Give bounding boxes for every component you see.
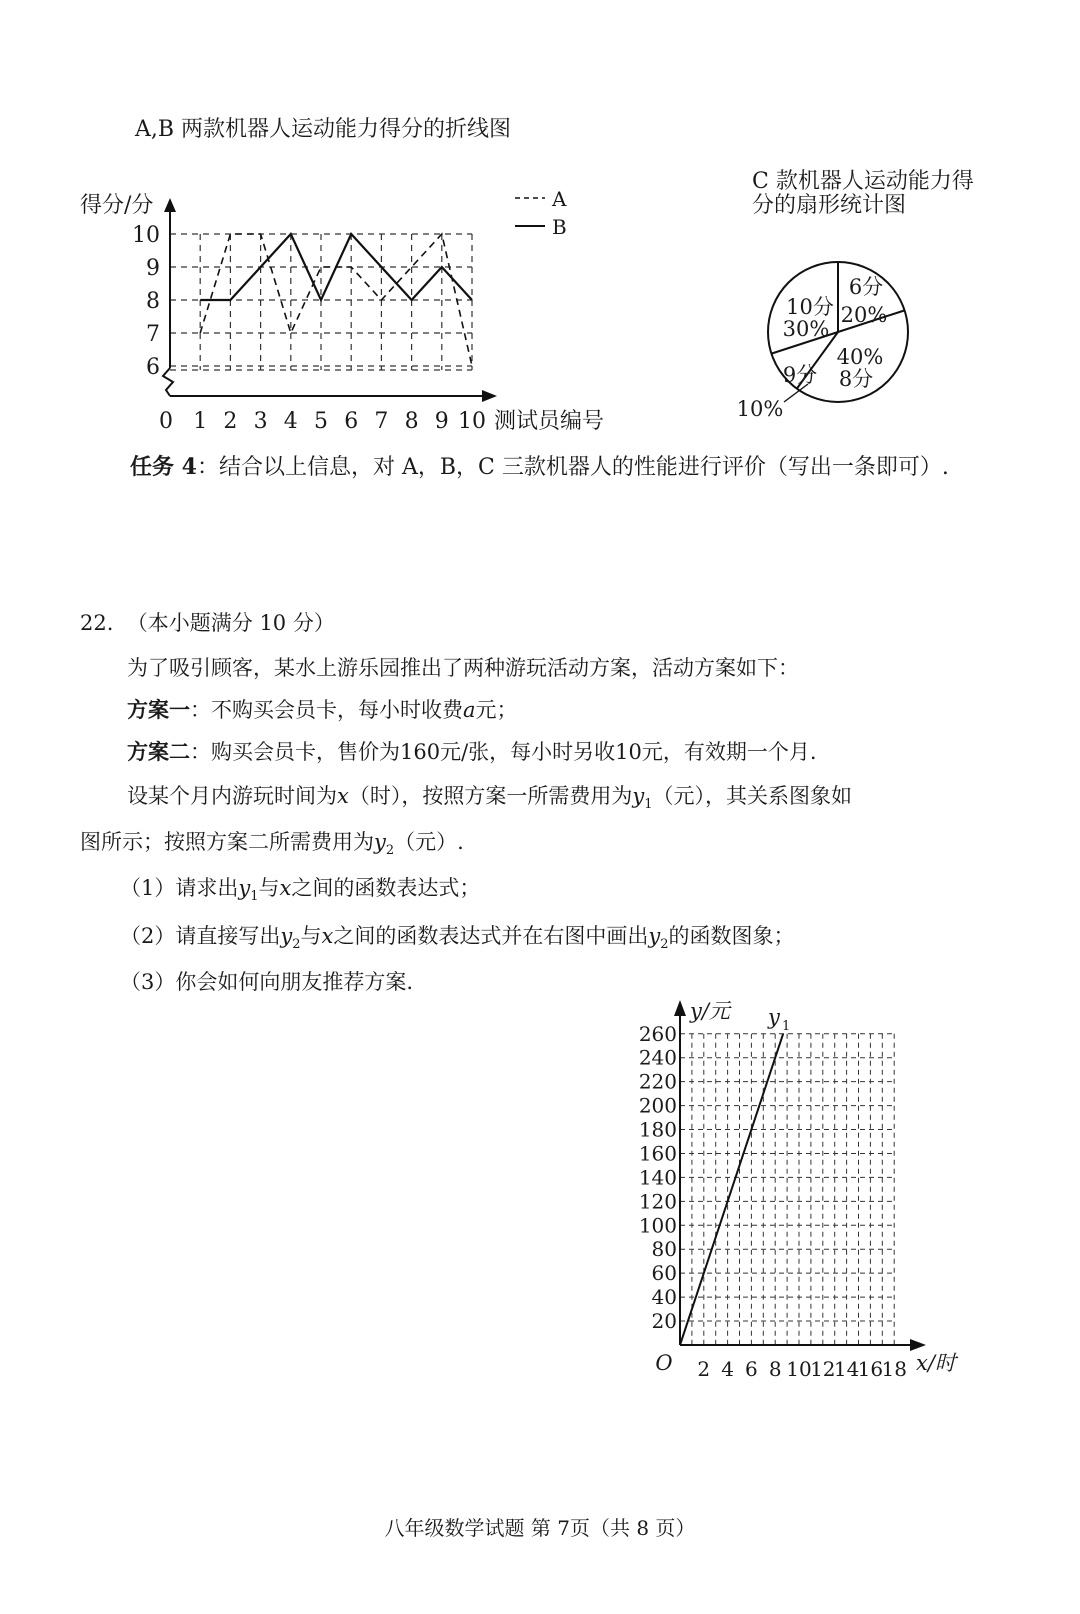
part1-var-x: x: [279, 876, 292, 900]
q22-number: 22.: [80, 611, 114, 635]
x-axis-label: 测试员编号: [494, 409, 605, 434]
x-axis-arrow: [910, 1339, 926, 1351]
x-tick-label: 9: [434, 409, 449, 434]
setup2-var-y: y: [374, 830, 386, 854]
pie-label-9: 9分: [782, 363, 818, 387]
pie-pct-9: 10%: [736, 397, 784, 421]
y-tick-label: 60: [651, 1261, 677, 1286]
y-tick-label: 200: [638, 1093, 677, 1118]
y-tick-label: 260: [638, 1021, 677, 1046]
pie-label-8: 8分: [838, 367, 874, 391]
y-tick-label: 6: [146, 355, 160, 380]
q22-part3: （3）你会如何向朋友推荐方案.: [120, 970, 414, 994]
series-label-sub: 1: [782, 1019, 791, 1034]
legend-b-label: B: [552, 215, 567, 239]
part1-sub: 1: [250, 889, 259, 905]
y-tick-label: 8: [146, 289, 160, 314]
y-axis-arrow: [674, 1000, 686, 1016]
x-tick-label: 4: [721, 1357, 734, 1381]
q22-intro: 为了吸引顾客，某水上游乐园推出了两种游玩活动方案，活动方案如下：: [127, 656, 799, 680]
part1-c: 之间的函数表达式；: [291, 876, 481, 900]
x-tick-label: 4: [283, 409, 298, 434]
y-tick-label: 7: [146, 322, 160, 347]
part2-c: 之间的函数表达式并在右图中画出: [333, 924, 649, 948]
part2-sub2: 2: [660, 937, 669, 953]
x-tick-label: 7: [374, 409, 389, 434]
x-tick-label: 8: [768, 1357, 782, 1381]
part2-sub: 2: [292, 937, 301, 953]
part2-a: （2）请直接写出: [120, 924, 281, 948]
y-tick-label: 140: [638, 1165, 677, 1190]
origin-label: O: [655, 1351, 673, 1375]
part2-var-x: x: [321, 924, 334, 948]
x-tick-label: 6: [745, 1357, 758, 1381]
plan2-text: ：购买会员卡，售价为160元/张，每小时另收10元，有效期一个月.: [190, 740, 817, 764]
task4-text: ：结合以上信息，对 A，B，C 三款机器人的性能进行评价（写出一条即可）.: [196, 455, 949, 480]
x-tick-label: 10: [458, 409, 486, 434]
plan1-var: a: [463, 698, 476, 722]
setup-text-b: （时），按照方案一所需费用为: [348, 784, 633, 808]
setup-var-x: x: [337, 784, 349, 808]
part2-d: 的函数图象；: [668, 924, 795, 948]
x-tick-label: 2: [697, 1357, 711, 1381]
setup-sub-1: 1: [644, 797, 653, 813]
x-tick-label: 12: [810, 1357, 836, 1381]
legend-a-label: A: [552, 187, 567, 211]
plan1-end: 元；: [475, 698, 518, 722]
x-tick-label: 10: [786, 1357, 812, 1381]
y-tick-label: 220: [638, 1069, 677, 1094]
series-label-y1: y: [768, 1005, 780, 1029]
y-tick-label: 20: [651, 1309, 677, 1334]
y-axis-label: y/元: [690, 999, 730, 1023]
setup-var-y: y: [632, 784, 645, 808]
plan1-text: ：不购买会员卡，每小时收费: [190, 698, 463, 722]
x-tick-label: 2: [223, 409, 238, 434]
line-chart-title: A,B 两款机器人运动能力得分的折线图: [135, 117, 512, 142]
pie-label-6: 6分: [848, 275, 884, 299]
plan1-label: 方案一: [127, 697, 190, 722]
series-line-y1: [680, 1034, 783, 1345]
x-tick-label: 14: [833, 1357, 860, 1381]
y-axis-label: 得分/分: [80, 193, 154, 218]
pie-pct-6: 20%: [840, 303, 888, 327]
x-tick-label: 0: [159, 409, 173, 434]
page-footer: 八年级数学试题 第 7页（共 8 页）: [384, 1516, 696, 1540]
q22-score: （本小题满分 10 分）: [126, 611, 335, 635]
x-tick-label: 5: [314, 409, 328, 434]
part1-b: 与: [258, 876, 280, 900]
x-axis-label: x/时: [916, 1351, 956, 1375]
y-tick-label: 40: [651, 1285, 677, 1310]
part2-b: 与: [300, 924, 322, 948]
x-tick-label: 1: [193, 409, 208, 434]
setup-text-c: （元），其关系图象如: [652, 784, 852, 808]
part2-var-y2: y: [648, 924, 661, 948]
pie-pct-8: 40%: [836, 345, 884, 369]
y-tick-label: 100: [638, 1213, 677, 1238]
x-tick-label: 6: [344, 409, 359, 434]
pie-pct-10: 30%: [782, 317, 830, 341]
pie-chart-title: C 款机器人运动能力得分的扇形统计图: [752, 169, 974, 218]
x-tick-label: 18: [881, 1357, 907, 1381]
y-tick-label: 9: [146, 256, 160, 281]
x-tick-label: 16: [857, 1357, 884, 1381]
y-tick-label: 80: [651, 1237, 677, 1262]
y-tick-label: 120: [638, 1189, 677, 1214]
x-tick-label: 3: [253, 409, 268, 434]
pie-label-10: 10分: [786, 295, 834, 319]
part1-var-y: y: [238, 876, 251, 900]
y-tick-label: 180: [638, 1117, 677, 1142]
plan2-label: 方案二: [127, 739, 190, 764]
part1-a: （1）请求出: [120, 876, 239, 900]
y-tick-label: 240: [638, 1045, 677, 1070]
y-tick-label: 160: [638, 1141, 677, 1166]
y-tick-label: 10: [132, 223, 160, 248]
x-tick-label: 8: [404, 409, 419, 434]
setup2-text-b: （元）.: [394, 830, 464, 854]
task4-label: 任务 4: [130, 454, 197, 480]
setup-text-a: 设某个月内游玩时间为: [127, 784, 337, 808]
part2-var-y: y: [280, 924, 293, 948]
setup2-text-a: 图所示；按照方案二所需费用为: [80, 830, 374, 854]
setup2-sub: 2: [385, 843, 395, 859]
